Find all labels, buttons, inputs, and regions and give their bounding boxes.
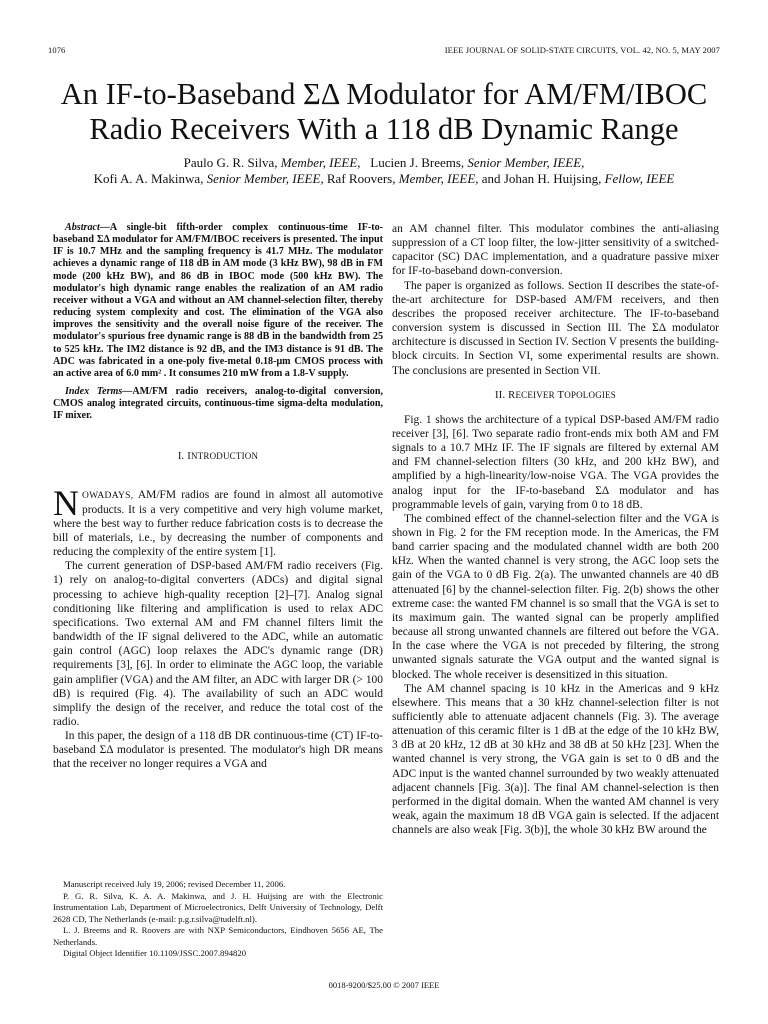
intro-paragraph-1-text: AM/FM radios are found in almost all automotive products. It is a very competitive and very high volume market, where the best way to further reduce fabrication costs is to decrease the bill of materials, i.e., by decreasing the number of components and reducing the complexity of the entire system [1]. <box>53 488 383 559</box>
section-number: II. <box>494 389 506 401</box>
abstract <box>53 222 383 380</box>
footnote-affiliation-2: L. J. Breems and R. Roovers are with NXP Semiconductors, Eindhoven 5656 AE, The Netherlands. <box>53 925 383 947</box>
author-line-2 <box>0 171 768 187</box>
author-line-1 <box>0 155 768 171</box>
abstract-text: A single-bit fifth-order complex continuous-time IF-to-baseband ΣΔ modulator for AM/FM/IBOC receivers is presented. The input IF is 10.7 MHz and the sampling frequency is 41.7 MHz. The modulator achieves a dynamic range of 118 dB in AM mode (3 kHz BW), 98 dB in FM mode (200 kHz BW), and 86 dB in IBOC mode (500 kHz BW). The modulator's high dynamic range enables the realization of an AM radio receiver without a VGA and without an AM channel-selection filter, thereby reducing system complexity and cost. The elimination of the VGA also improves the sensitivity and the overall noise figure of the receiver. The modulator's spurious free dynamic range is 88 dB in the bandwidth from 25 to 525 kHz. The IM2 distance is 92 dB, and the IM3 distance is 91 dB. The ADC was fabricated in a one-poly five-metal 0.18-μm CMOS process with an active area of 6.0 mm² . It consumes 210 mW from a 1.8-V supply. <box>53 222 383 379</box>
author-role: Senior Member, IEEE, <box>206 171 324 186</box>
right-paragraph-1: an AM channel filter. This modulator combines the anti-aliasing suppression of a CT loop filter, the low-jitter sensitivity of a switched-capacitor (SC) DAC implementation, and a quadrature passive mixer for IF-to-baseband down-conversion. <box>392 223 719 278</box>
footnote-affiliation-1: P. G. R. Silva, K. A. A. Makinwa, and J. H. Huijsing are with the Electronic Instrumentation Lab, Department of Microelectronics, Delft University of Technology, Delft 2628 CD, The Netherlands (e-mail: p.g.r.silva@tudelft.nl). <box>53 890 383 924</box>
section-title-rest: ECEIVER <box>515 389 555 400</box>
section-title-rest: OPOLOGIES <box>564 389 616 400</box>
section-number: I. <box>177 450 185 462</box>
intro-paragraph-3: In this paper, the design of a 118 dB DR continuous-time (CT) IF-to-baseband ΣΔ modulator is presented. The modulator's high DR means that the receiver no longer requires a VGA and <box>53 730 383 771</box>
section-title-initial: R <box>508 389 516 401</box>
index-terms-text: AM/FM radio receivers, analog-to-digital conversion, CMOS analog integrated circuits, continuous-time sigma-delta modulation, IF mixer. <box>53 386 383 422</box>
journal-header: IEEE JOURNAL OF SOLID-STATE CIRCUITS, VOL. 42, NO. 5, MAY 2007 <box>444 45 720 55</box>
right-column <box>392 222 719 837</box>
abstract-label: Abstract— <box>65 222 110 233</box>
index-terms-label: Index Terms— <box>65 386 133 398</box>
author-role: Fellow, IEEE <box>604 171 675 186</box>
intro-first-word: OWADAYS, <box>82 490 134 501</box>
title-line-2: Radio Receivers With a 118 dB Dynamic Range <box>89 112 679 146</box>
section-title-rest: NTRODUCTION <box>190 450 259 461</box>
footnote-doi: Digital Object Identifier 10.1109/JSSC.2007.894820 <box>63 948 247 958</box>
right-paragraph-2: The paper is organized as follows. Section II describes the state-of-the-art architecture for DSP-based AM/FM receivers, and then describes the proposed receiver architecture. The IF-to-baseband conversion system is discussed in Section III. The ΣΔ modulator architecture is discussed in Section IV. Section V presents the building-block circuits. In Section VI, some experimental results are shown. The conclusions are presented in Section VII. <box>392 279 719 377</box>
drop-cap: N <box>53 482 79 523</box>
copyright-footer: 0018-9200/$25.00 © 2007 IEEE <box>328 980 440 990</box>
right-paragraph-3: Fig. 1 shows the architecture of a typical DSP-based AM/FM radio receiver [3], [6]. Two separate radio front-ends mix both AM and FM signals to a 10.7 MHz IF. The IF signals are filtered by external AM and FM channel-selection filters (30 kHz, and 200 kHz BW), and amplified by a high-linearity/low-noise VGA. The VGA provides the analog input for the IF-to-baseband ΣΔ modulator and has programmable levels of gain, varying from 0 to 18 dB. <box>392 413 719 511</box>
author-name: Johan H. Huijsing, <box>503 171 602 186</box>
intro-paragraph-1 <box>53 482 383 560</box>
left-column <box>53 222 383 772</box>
footnote-received: Manuscript received July 19, 2006; revised December 11, 2006. <box>63 879 286 889</box>
author-role: Senior Member, IEEE, <box>467 155 585 170</box>
index-terms <box>53 386 383 422</box>
section-heading-receiver-topologies <box>392 390 719 401</box>
section-title-initial: I <box>187 450 191 462</box>
section-title-initial: T <box>557 389 565 401</box>
title-line-1: An IF-to-Baseband ΣΔ Modulator for AM/FM/IBOC <box>60 77 708 111</box>
paper-title <box>0 77 768 147</box>
author-name: Paulo G. R. Silva, <box>183 155 278 170</box>
author-conjunction: and <box>481 171 501 186</box>
right-paragraph-5: The AM channel spacing is 10 kHz in the Americas and 9 kHz elsewhere. This means that a 30 kHz channel-selection filter is not sufficiently able to attenuate adjacent channels (Fig. 3). The average attenuation of this ceramic filter is 1 dB at the edge of the 10 kHz BW, 3 dB at 20 kHz, 12 dB at 30 kHz and 38 dB at 50 kHz [23]. When the wanted channel is very strong, the VGA gain is set to 0 dB and the ADC input is the wanted channel surrounded by two weakly attenuated adjacent channels [Fig. 3(a)]. The final AM channel-selection is then performed in the digital domain. When the wanted AM channel is very weak, again the maximum 18 dB VGA gain is selected. If the adjacent channels are also weak [Fig. 3(b)], the whole 30 kHz BW around the <box>392 682 719 837</box>
author-name: Raf Roovers, <box>326 171 396 186</box>
right-paragraph-4: The combined effect of the channel-selection filter and the VGA is shown in Fig. 2 for the FM reception mode. In the Americas, the FM band carrier spacing and the modulated channel width are both 200 kHz. When the wanted channel is very strong, the AGC loop sets the gain of the VGA to 0 dB Fig. 2(a). The unwanted channels are 40 dB attenuated [6] by the channel-selection filter. Fig. 2(b) shows the other extreme case: the wanted FM channel is so small that the VGA is set to its maximum gain. The wanted signal can be properly amplified because all strong unwanted channels are filtered out before the VGA. In the case where the VGA is not preceded by filtering, the strong unwanted signals saturate the VGA output and the wanted signal is blocked. The whole receiver is desensitized in this situation. <box>392 512 719 681</box>
author-list <box>0 155 768 187</box>
author-role: Member, IEEE, <box>398 171 479 186</box>
author-name: Kofi A. A. Makinwa, <box>93 171 204 186</box>
author-role: Member, IEEE, <box>280 155 361 170</box>
author-name: Lucien J. Breems, <box>370 155 465 170</box>
intro-paragraph-2: The current generation of DSP-based AM/FM radio receivers (Fig. 1) rely on analog-to-digital converters (ADCs) and digital signal processing to achieve high-quality reception [2]–[7]. Analog signal conditioning like filtering and amplification is used to relax ADC specifications. Two external AM and FM channel filters limit the bandwidth of the IF signal delivered to the ADC, while an automatic gain control (AGC) loop relaxes the ADC's dynamic range (DR) requirements [3], [6]. In order to eliminate the AGC loop, the variable gain amplifier (VGA) and the AM filter, an ADC with larger DR (> 100 dB) is required (Fig. 4). The availability of such an ADC would simplify the design of the receiver, and reduce the total cost of the radio. <box>53 560 383 728</box>
section-heading-introduction <box>53 451 383 462</box>
page-number: 1076 <box>48 45 66 55</box>
footnotes <box>53 879 383 960</box>
